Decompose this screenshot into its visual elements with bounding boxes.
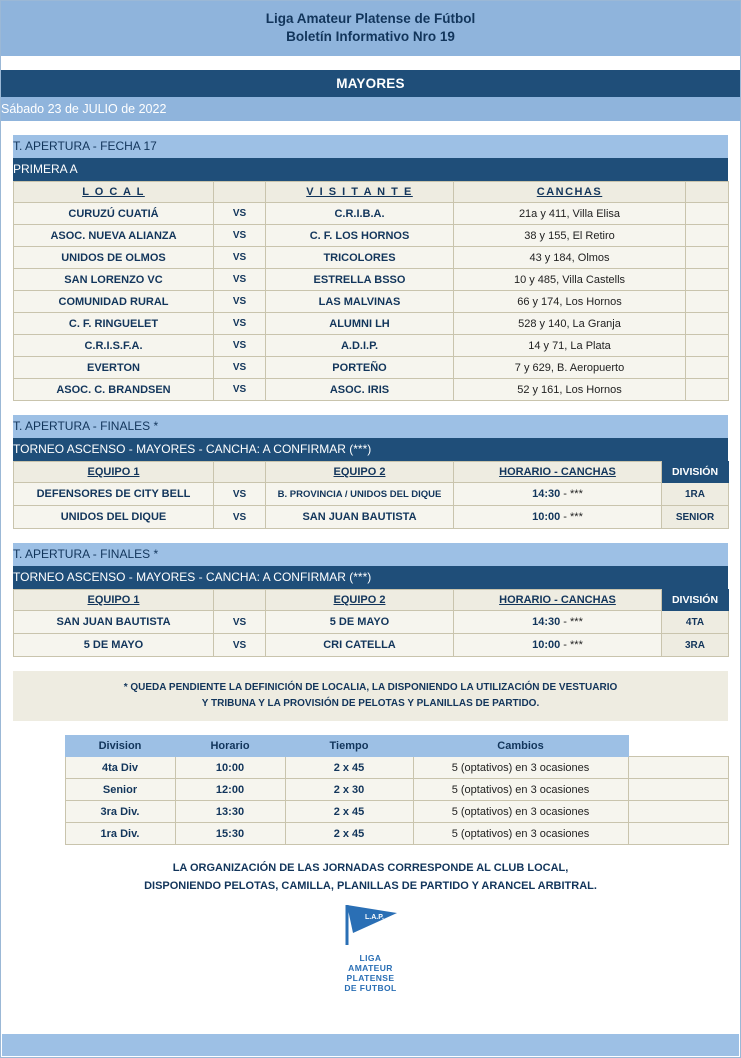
cell-local: ASOC. C. BRANDSEN — [14, 379, 214, 401]
cell-vs: VS — [214, 247, 266, 269]
footer-line-2: DISPONIENDO PELOTAS, CAMILLA, PLANILLAS DE PARTIDO Y ARANCEL ARBITRAL. — [144, 880, 597, 892]
cell-visitante: TRICOLORES — [266, 247, 454, 269]
table-row — [14, 269, 729, 291]
nota-section — [13, 671, 728, 721]
cell-spacer-left — [13, 823, 65, 845]
cell-vs: VS — [214, 291, 266, 313]
table-row — [14, 506, 729, 529]
cell-cancha: 7 y 629, B. Aeropuerto — [454, 357, 686, 379]
nota-line-1: * QUEDA PENDIENTE LA DEFINICIÓN DE LOCALIA, LA DISPONIENDO LA UTILIZACIÓN DE VESTUARIO — [123, 682, 618, 693]
cell-visitante: ASOC. IRIS — [266, 379, 454, 401]
spacer — [1, 121, 740, 135]
category-band: MAYORES — [1, 70, 740, 97]
col-equipo1: EQUIPO 1 — [14, 462, 214, 483]
table-row — [14, 379, 729, 401]
cell-division: SENIOR — [662, 506, 729, 529]
cell-horario: 15:30 — [175, 823, 285, 845]
table-row — [14, 483, 729, 506]
date-band: Sábado 23 de JULIO de 2022 — [1, 97, 740, 121]
col-tiempo: Tiempo — [285, 736, 413, 757]
col-visitante: V I S I T A N T E — [266, 182, 454, 203]
cancha-value: *** — [570, 639, 583, 651]
table-header-row — [14, 462, 729, 483]
cell-horario: 14:30 - *** — [454, 611, 662, 634]
col-horario-canchas: HORARIO - CANCHAS — [454, 462, 662, 483]
finales-2-band-sub: TORNEO ASCENSO - MAYORES - CANCHA: A CONFIRMAR (***) — [13, 566, 728, 589]
cell-visitante: LAS MALVINAS — [266, 291, 454, 313]
finales-2-section — [13, 543, 728, 657]
cell-vs: VS — [214, 313, 266, 335]
cell-visitante: C. F. LOS HORNOS — [266, 225, 454, 247]
col-local: L O C A L — [14, 182, 214, 203]
cell-equipo2: CRI CATELLA — [266, 634, 454, 657]
cell-blank — [686, 269, 729, 291]
cell-vs: VS — [214, 335, 266, 357]
cell-division: Senior — [65, 779, 175, 801]
cell-vs: VS — [214, 357, 266, 379]
cell-cancha: 43 y 184, Olmos — [454, 247, 686, 269]
col-equipo2: EQUIPO 2 — [266, 462, 454, 483]
spacer — [1, 657, 740, 671]
cell-equipo1: DEFENSORES DE CITY BELL — [14, 483, 214, 506]
cell-horario: 10:00 - *** — [454, 506, 662, 529]
lap-pennant-icon — [339, 903, 403, 947]
cell-vs: VS — [214, 225, 266, 247]
cell-tiempo: 2 x 45 — [285, 801, 413, 823]
hora-value: 14:30 — [532, 616, 561, 628]
cell-cambios: 5 (optativos) en 3 ocasiones — [413, 823, 628, 845]
cell-visitante: PORTEÑO — [266, 357, 454, 379]
cell-local: CURUZÚ CUATIÁ — [14, 203, 214, 225]
cell-division: 3ra Div. — [65, 801, 175, 823]
cell-blank — [686, 313, 729, 335]
cell-division: 4TA — [662, 611, 729, 634]
table-row — [13, 801, 728, 823]
table-row — [13, 823, 728, 845]
cell-division: 1RA — [662, 483, 729, 506]
cell-blank — [686, 203, 729, 225]
cell-vs: VS — [214, 611, 266, 634]
cell-cambios: 5 (optativos) en 3 ocasiones — [413, 801, 628, 823]
spacer — [1, 401, 740, 415]
table-row — [13, 779, 728, 801]
cell-vs: VS — [214, 483, 266, 506]
col-cambios: Cambios — [413, 736, 628, 757]
cell-visitante: ESTRELLA BSSO — [266, 269, 454, 291]
cell-visitante: C.R.I.B.A. — [266, 203, 454, 225]
cell-cancha: 21a y 411, Villa Elisa — [454, 203, 686, 225]
primera-a-section — [13, 135, 728, 401]
finales-1-section — [13, 415, 728, 529]
cell-blank — [628, 823, 728, 845]
cell-vs: VS — [214, 379, 266, 401]
logo-line-1: LIGA — [359, 953, 382, 963]
cell-local: UNIDOS DE OLMOS — [14, 247, 214, 269]
table-row — [14, 313, 729, 335]
nota-box — [13, 671, 728, 721]
cell-tiempo: 2 x 45 — [285, 757, 413, 779]
col-extra — [686, 182, 729, 203]
col-horario-canchas: HORARIO - CANCHAS — [454, 590, 662, 611]
col-division: Division — [65, 736, 175, 757]
cell-cancha: 52 y 161, Los Hornos — [454, 379, 686, 401]
cell-equipo2: 5 DE MAYO — [266, 611, 454, 634]
table-row — [14, 611, 729, 634]
footer-note — [1, 845, 740, 901]
finales-1-table — [13, 461, 729, 529]
cell-cancha: 528 y 140, La Granja — [454, 313, 686, 335]
table-row — [14, 291, 729, 313]
cell-equipo1: SAN JUAN BAUTISTA — [14, 611, 214, 634]
cell-blank — [686, 379, 729, 401]
cell-spacer-left — [13, 757, 65, 779]
cell-horario: 12:00 — [175, 779, 285, 801]
table-row — [14, 247, 729, 269]
cell-blank — [628, 779, 728, 801]
cell-cancha: 66 y 174, Los Hornos — [454, 291, 686, 313]
cell-vs: VS — [214, 634, 266, 657]
table-row — [14, 225, 729, 247]
col-equipo2: EQUIPO 2 — [266, 590, 454, 611]
col-spacer-right — [628, 736, 728, 757]
col-division: DIVISIÓN — [662, 462, 729, 483]
logo-caption — [1, 950, 740, 993]
hora-value: 10:00 — [532, 511, 561, 523]
cell-tiempo: 2 x 45 — [285, 823, 413, 845]
footer-line-1: LA ORGANIZACIÓN DE LAS JORNADAS CORRESPONDE AL CLUB LOCAL, — [172, 862, 569, 874]
cell-cancha: 14 y 71, La Plata — [454, 335, 686, 357]
nota-line-2: Y TRIBUNA Y LA PROVISIÓN DE PELOTAS Y PLANILLAS DE PARTIDO. — [201, 698, 540, 709]
cell-local: COMUNIDAD RURAL — [14, 291, 214, 313]
col-spacer — [214, 462, 266, 483]
logo-line-3: PLATENSE — [346, 973, 395, 983]
cell-vs: VS — [214, 203, 266, 225]
svg-text:L.A.P.: L.A.P. — [364, 914, 384, 921]
cell-blank — [686, 247, 729, 269]
cell-spacer-left — [13, 779, 65, 801]
liga-title: Liga Amateur Platense de Fútbol — [265, 11, 476, 26]
cell-blank — [628, 801, 728, 823]
finales-1-band-title: T. APERTURA - FINALES * — [13, 415, 728, 438]
cell-horario: 14:30 - *** — [454, 483, 662, 506]
cell-local: EVERTON — [14, 357, 214, 379]
cell-cambios: 5 (optativos) en 3 ocasiones — [413, 757, 628, 779]
horarios-table — [13, 735, 729, 845]
cell-blank — [628, 757, 728, 779]
finales-2-band-title: T. APERTURA - FINALES * — [13, 543, 728, 566]
cell-spacer-left — [13, 801, 65, 823]
finales-1-band-sub: TORNEO ASCENSO - MAYORES - CANCHA: A CONFIRMAR (***) — [13, 438, 728, 461]
cell-cancha: 10 y 485, Villa Castells — [454, 269, 686, 291]
cancha-value: *** — [570, 511, 583, 523]
col-canchas: CANCHAS — [454, 182, 686, 203]
primera-a-band-title: T. APERTURA - FECHA 17 — [13, 135, 728, 158]
spacer — [1, 56, 740, 70]
cell-vs: VS — [214, 269, 266, 291]
table-header-row — [13, 736, 728, 757]
col-division: DIVISIÓN — [662, 590, 729, 611]
hora-value: 14:30 — [532, 488, 561, 500]
cell-cambios: 5 (optativos) en 3 ocasiones — [413, 779, 628, 801]
bottom-band — [2, 1034, 739, 1056]
cell-visitante: ALUMNI LH — [266, 313, 454, 335]
cell-division: 1ra Div. — [65, 823, 175, 845]
cell-division: 4ta Div — [65, 757, 175, 779]
cell-tiempo: 2 x 30 — [285, 779, 413, 801]
table-header-row — [14, 182, 729, 203]
table-row — [14, 203, 729, 225]
spacer — [1, 529, 740, 543]
cell-blank — [686, 291, 729, 313]
logo-block — [1, 901, 740, 993]
spacer — [1, 721, 740, 735]
primera-a-table — [13, 181, 729, 401]
boletin-subtitle: Boletín Informativo Nro 19 — [286, 29, 455, 44]
cell-cancha: 38 y 155, El Retiro — [454, 225, 686, 247]
cell-equipo1: 5 DE MAYO — [14, 634, 214, 657]
cell-division: 3RA — [662, 634, 729, 657]
cell-local: ASOC. NUEVA ALIANZA — [14, 225, 214, 247]
cancha-value: *** — [570, 616, 583, 628]
cell-blank — [686, 225, 729, 247]
cell-blank — [686, 335, 729, 357]
table-header-row — [14, 590, 729, 611]
cancha-value: *** — [570, 488, 583, 500]
cell-horario: 10:00 - *** — [454, 634, 662, 657]
logo-line-4: DE FUTBOL — [344, 983, 397, 993]
cell-horario: 13:30 — [175, 801, 285, 823]
col-spacer — [214, 182, 266, 203]
document-header — [1, 1, 740, 56]
cell-local: C.R.I.S.F.A. — [14, 335, 214, 357]
finales-2-table — [13, 589, 729, 657]
cell-blank — [686, 357, 729, 379]
col-horario: Horario — [175, 736, 285, 757]
table-row — [14, 357, 729, 379]
primera-a-band-sub: PRIMERA A — [13, 158, 728, 181]
col-spacer-left — [13, 736, 65, 757]
cell-equipo2: SAN JUAN BAUTISTA — [266, 506, 454, 529]
table-row — [14, 634, 729, 657]
col-spacer — [214, 590, 266, 611]
cell-visitante: A.D.I.P. — [266, 335, 454, 357]
hora-value: 10:00 — [532, 639, 561, 651]
table-row — [14, 335, 729, 357]
cell-equipo2: B. PROVINCIA / UNIDOS DEL DIQUE — [266, 483, 454, 506]
table-row — [13, 757, 728, 779]
cell-local: SAN LORENZO VC — [14, 269, 214, 291]
logo-line-2: AMATEUR — [348, 963, 393, 973]
horarios-section — [13, 735, 728, 845]
cell-local: C. F. RINGUELET — [14, 313, 214, 335]
cell-vs: VS — [214, 506, 266, 529]
col-equipo1: EQUIPO 1 — [14, 590, 214, 611]
cell-equipo1: UNIDOS DEL DIQUE — [14, 506, 214, 529]
cell-horario: 10:00 — [175, 757, 285, 779]
